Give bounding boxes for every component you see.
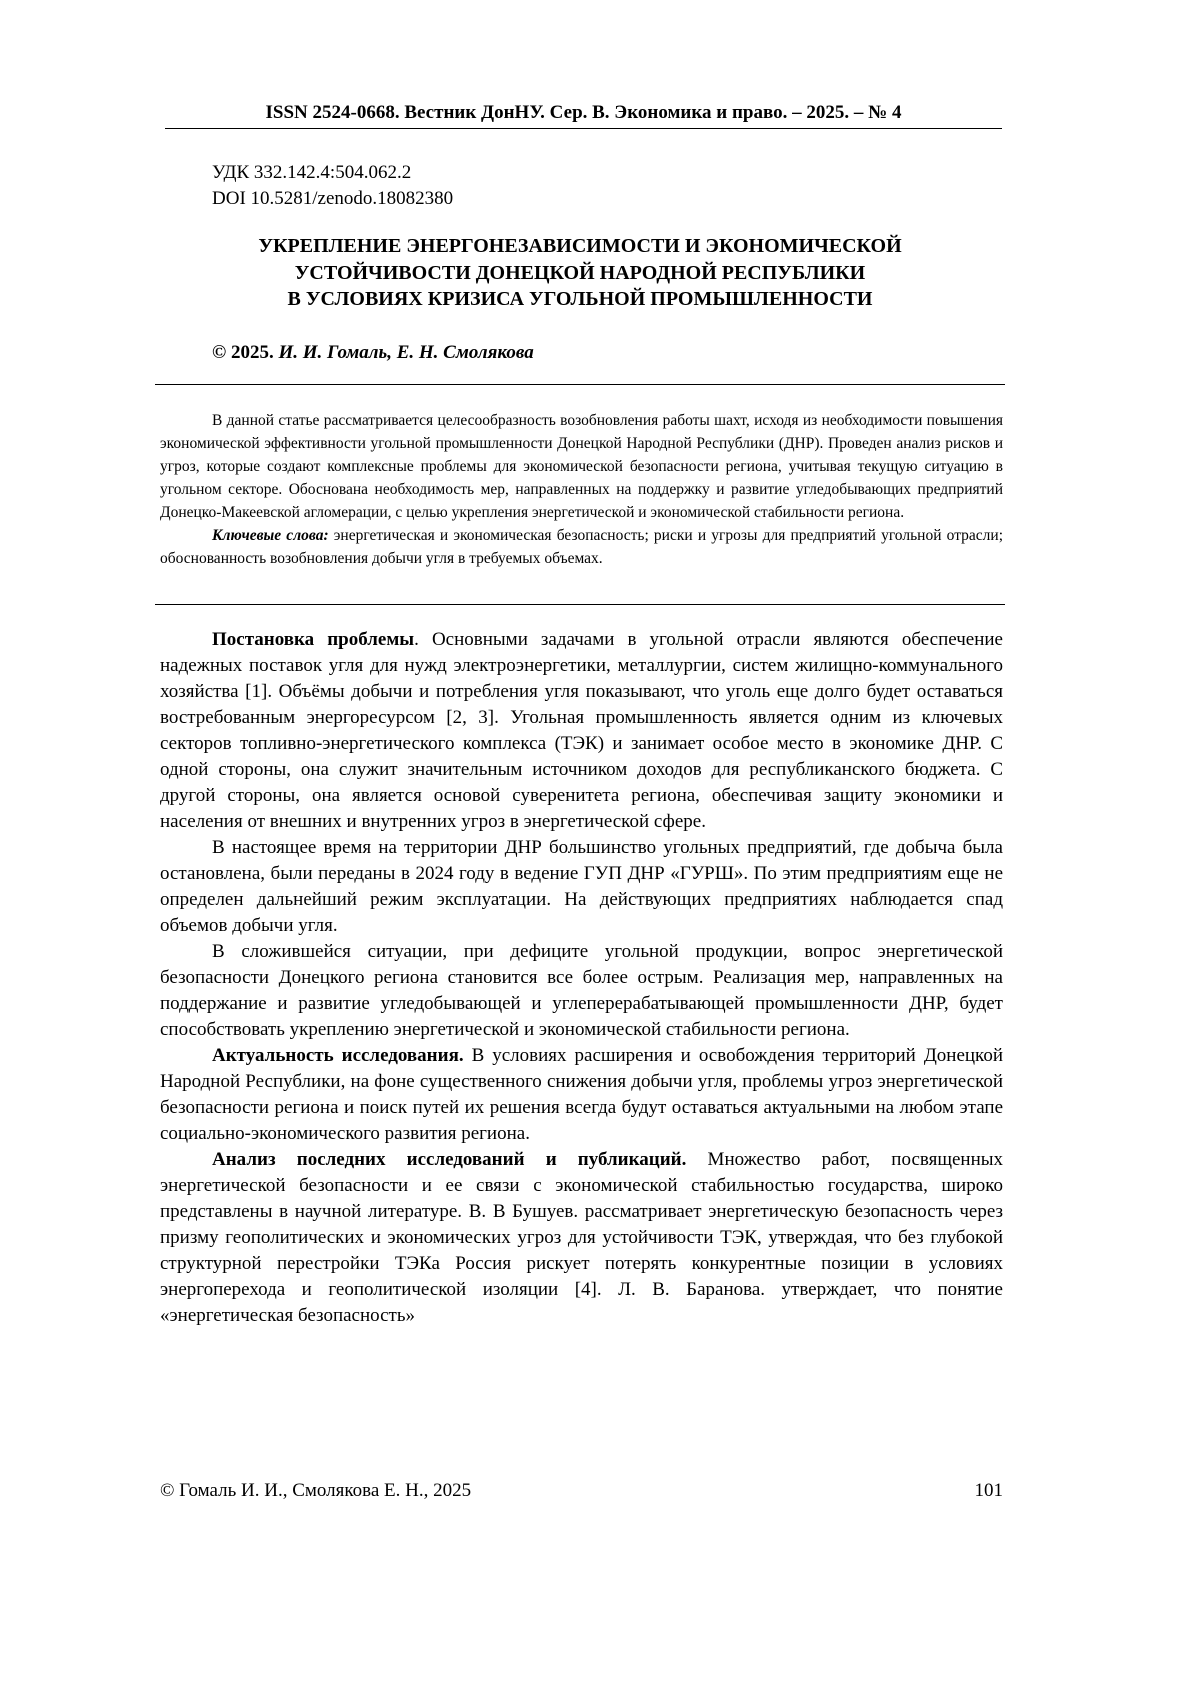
title-line: В УСЛОВИЯХ КРИЗИСА УГОЛЬНОЙ ПРОМЫШЛЕННОСТИ [287, 288, 873, 310]
doi-code: DOI 10.5281/zenodo.18082380 [212, 188, 454, 209]
paragraph-text: В условиях расширения и освобождения территорий Донецкой Народной Республики, на фоне существенного снижения добычи угля, проблемы угроз энергетической безопасности региона и поиск путей их решения всегда будут оставаться актуальными на любом этапе социально-экономического развития региона. [160, 1045, 1003, 1144]
abstract-text: В данной статье рассматривается целесообразность возобновления работы шахт, исходя из необходимости повышения экономической эффективности угольной промышленности Донецкой Народной Республики (ДНР). Проведен анализ рисков и угроз, которые создают комплексные проблемы для экономической безопасности региона, учитывая текущую ситуацию в угольном секторе. Обоснована необходимость мер, направленных на поддержку и развитие угледобывающих предприятий Донецко-Макеевской агломерации, с целью укрепления энергетической и экономической стабильности региона. [160, 412, 1003, 521]
body-paragraph: В сложившейся ситуации, при дефиците угольной продукции, вопрос энергетической безопасности Донецкого региона становится все более острым. Реализация мер, направленных на поддержание и развитие угледобывающей и углеперерабатывающей промышленности ДНР, будет способствовать укреплению энергетической и экономической стабильности региона. [160, 941, 1003, 1040]
body-paragraph [160, 1147, 1003, 1329]
abstract-top-rule [155, 384, 1005, 385]
article-codes [212, 160, 453, 212]
article-title [160, 233, 1000, 313]
section-heading: Анализ последних исследований и публикаций. [212, 1149, 687, 1170]
copyright-year: © 2025. [212, 342, 274, 363]
abstract-bottom-rule [155, 604, 1005, 605]
body-paragraph [160, 1043, 1003, 1147]
authors-line [212, 340, 534, 366]
udc-code: УДК 332.142.4:504.062.2 [212, 162, 412, 183]
title-line: УСТОЙЧИВОСТИ ДОНЕЦКОЙ НАРОДНОЙ РЕСПУБЛИКИ [294, 261, 866, 284]
keywords-text: энергетическая и экономическая безопасность; риски и угрозы для предприятий угольной отрасли; обоснованность возобновления добычи угля в требуемых объемах. [160, 527, 1003, 567]
footer-copyright: © Гомаль И. И., Смолякова Е. Н., 2025 [160, 1480, 472, 1501]
body-paragraph [160, 627, 1003, 835]
keywords-paragraph [160, 524, 1003, 570]
body-paragraph: В настоящее время на территории ДНР большинство угольных предприятий, где добыча была остановлена, были переданы в 2024 году в ведение ГУП ДНР «ГУРШ». По этим предприятиям еще не определен дальнейший режим эксплуатации. На действующих предприятиях наблюдается спад объемов добычи угля. [160, 837, 1003, 936]
page-number: 101 [974, 1480, 1003, 1501]
author-names: И. И. Гомаль, Е. Н. Смолякова [278, 342, 534, 363]
paragraph-text: . Основными задачами в угольной отрасли являются обеспечение надежных поставок угля для нужд электроэнергетики, металлургии, систем жилищно-коммунального хозяйства [1]. Объёмы добычи и потребления угля показывают, что уголь еще долго будет оставаться востребованным энергоресурсом [2, 3]. Угольная промышленность является одним из ключевых секторов топливно-энергетического комплекса (ТЭК) и занимает особое место в экономике ДНР. С одной стороны, она служит значительным источником доходов для республиканского бюджета. С другой стороны, она является основой суверенитета региона, обеспечивая защиту экономики и населения от внешних и внутренних угроз в энергетической сфере. [160, 629, 1003, 832]
title-line: УКРЕПЛЕНИЕ ЭНЕРГОНЕЗАВИСИМОСТИ И ЭКОНОМИЧЕСКОЙ [258, 235, 902, 257]
running-title: ISSN 2524-0668. Вестник ДонНУ. Сер. В. Экономика и право. – 2025. – № 4 [265, 102, 902, 123]
running-header [165, 100, 1002, 129]
paragraph-text: Множество работ, посвященных энергетической безопасности и ее связи с экономической стабильностью государства, широко представлены в научной литературе. В. В Бушуев. рассматривает энергетическую безопасность через призму геополитических и экономических угроз для устойчивости ТЭК, утверждая, что без глубокой структурной перестройки ТЭКа Россия рискует потерять конкурентные позиции в условиях энергоперехода и геополитической изоляции [4]. Л. В. Баранова. утверждает, что понятие «энергетическая безопасность» [160, 1149, 1004, 1326]
section-heading: Актуальность исследования. [212, 1045, 464, 1066]
article-body [160, 627, 1003, 1329]
keywords-label: Ключевые слова: [212, 527, 329, 544]
section-heading: Постановка проблемы [212, 629, 415, 650]
abstract-block [160, 409, 1003, 570]
